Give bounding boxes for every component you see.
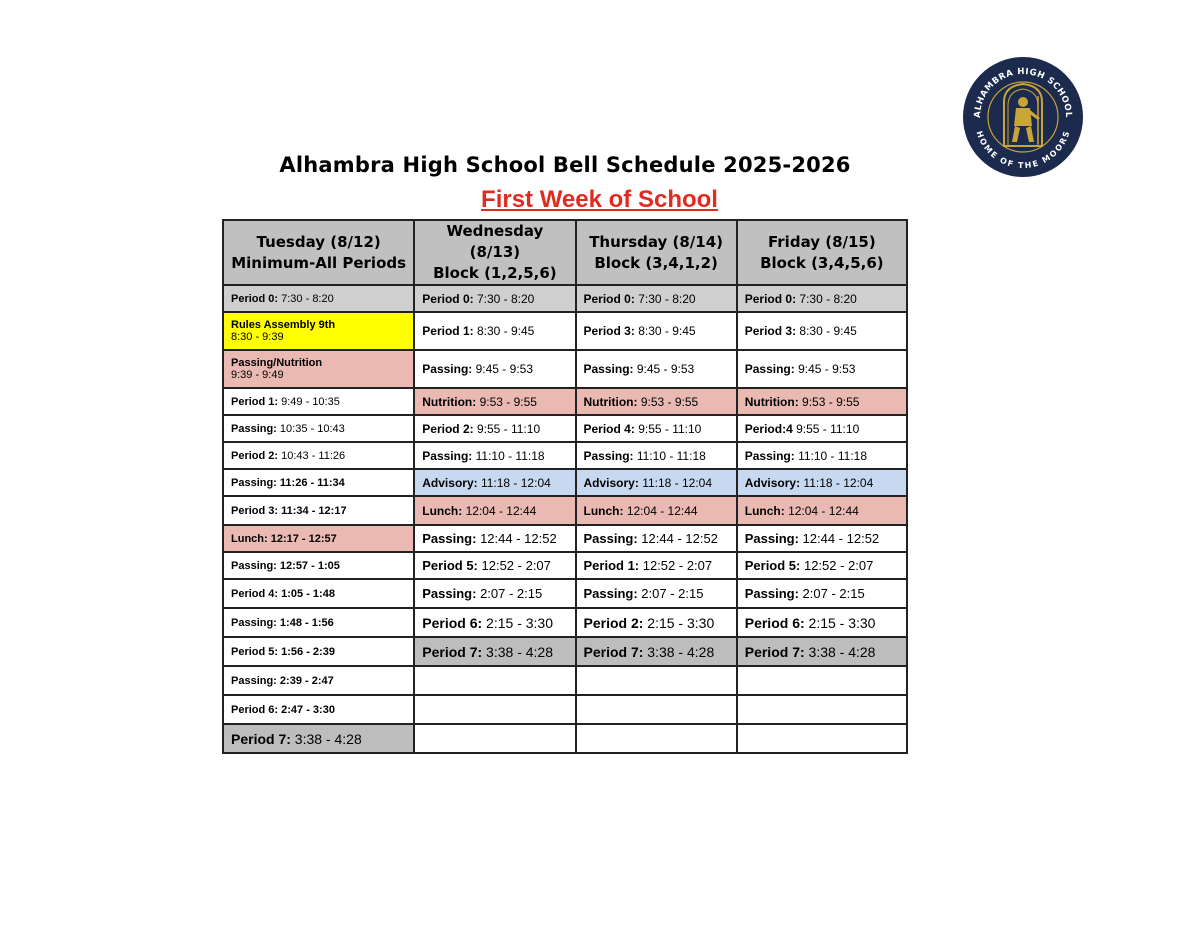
table-row	[223, 666, 907, 695]
fri-cell: Period 5: 12:52 - 2:07	[737, 552, 907, 579]
page-subtitle: First Week of School	[481, 186, 718, 213]
fri-cell: Passing: 12:44 - 12:52	[737, 525, 907, 552]
tue-cell: Passing: 1:48 - 1:56	[223, 608, 414, 637]
fri-cell: Nutrition: 9:53 - 9:55	[737, 388, 907, 415]
fri-cell: Passing: 2:07 - 2:15	[737, 579, 907, 608]
wed-cell: Period 0: 7:30 - 8:20	[414, 285, 575, 312]
school-seal-logo	[962, 56, 1084, 178]
wed-cell: Passing: 2:07 - 2:15	[414, 579, 575, 608]
wed-cell: Passing: 11:10 - 11:18	[414, 442, 575, 469]
fri-cell: Period 6: 2:15 - 3:30	[737, 608, 907, 637]
tue-cell: Period 6: 2:47 - 3:30	[223, 695, 414, 724]
thu-cell: Period 0: 7:30 - 8:20	[576, 285, 737, 312]
tue-cell: Passing: 2:39 - 2:47	[223, 666, 414, 695]
tue-cell: Rules Assembly 9th 8:30 - 9:39	[223, 312, 414, 350]
table-row	[223, 724, 907, 753]
wed-cell: Nutrition: 9:53 - 9:55	[414, 388, 575, 415]
tue-cell: Lunch: 12:17 - 12:57	[223, 525, 414, 552]
thu-cell: Period 2: 2:15 - 3:30	[576, 608, 737, 637]
wed-cell: Period 2: 9:55 - 11:10	[414, 415, 575, 442]
tue-cell: Passing/Nutrition 9:39 - 9:49	[223, 350, 414, 388]
header-friday: Friday (8/15) Block (3,4,5,6)	[737, 220, 907, 285]
wed-cell: Advisory: 11:18 - 12:04	[414, 469, 575, 496]
thu-cell: Period 1: 12:52 - 2:07	[576, 552, 737, 579]
empty-cell	[737, 666, 907, 695]
tue-cell: Period 4: 1:05 - 1:48	[223, 579, 414, 608]
fri-cell: Passing: 11:10 - 11:18	[737, 442, 907, 469]
thu-cell: Passing: 2:07 - 2:15	[576, 579, 737, 608]
thu-cell: Advisory: 11:18 - 12:04	[576, 469, 737, 496]
table-row	[223, 525, 907, 552]
empty-cell	[414, 666, 575, 695]
wed-cell: Period 6: 2:15 - 3:30	[414, 608, 575, 637]
wed-cell: Passing: 9:45 - 9:53	[414, 350, 575, 388]
empty-cell	[576, 724, 737, 753]
thu-cell: Nutrition: 9:53 - 9:55	[576, 388, 737, 415]
table-row	[223, 496, 907, 525]
tue-cell: Period 1: 9:49 - 10:35	[223, 388, 414, 415]
tue-cell: Period 0: 7:30 - 8:20	[223, 285, 414, 312]
wed-cell: Period 1: 8:30 - 9:45	[414, 312, 575, 350]
fri-cell: Period:4 9:55 - 11:10	[737, 415, 907, 442]
table-row	[223, 695, 907, 724]
empty-cell	[414, 695, 575, 724]
header-thursday: Thursday (8/14) Block (3,4,1,2)	[576, 220, 737, 285]
table-row	[223, 552, 907, 579]
table-row	[223, 350, 907, 388]
table-row	[223, 312, 907, 350]
thu-cell: Period 4: 9:55 - 11:10	[576, 415, 737, 442]
header-wednesday: Wednesday (8/13) Block (1,2,5,6)	[414, 220, 575, 285]
fri-cell: Passing: 9:45 - 9:53	[737, 350, 907, 388]
fri-cell: Advisory: 11:18 - 12:04	[737, 469, 907, 496]
empty-cell	[576, 695, 737, 724]
wed-cell: Lunch: 12:04 - 12:44	[414, 496, 575, 525]
tue-cell: Period 3: 11:34 - 12:17	[223, 496, 414, 525]
table-row	[223, 415, 907, 442]
table-row	[223, 285, 907, 312]
tue-cell: Passing: 11:26 - 11:34	[223, 469, 414, 496]
table-row	[223, 608, 907, 637]
tue-cell: Period 2: 10:43 - 11:26	[223, 442, 414, 469]
wed-cell: Period 5: 12:52 - 2:07	[414, 552, 575, 579]
empty-cell	[737, 695, 907, 724]
table-row	[223, 442, 907, 469]
page-title: Alhambra High School Bell Schedule 2025-2026	[279, 153, 851, 177]
wed-cell: Period 7: 3:38 - 4:28	[414, 637, 575, 666]
tue-cell: Period 5: 1:56 - 2:39	[223, 637, 414, 666]
table-row	[223, 388, 907, 415]
logo-text-bottom: HOME OF THE MOORS	[974, 129, 1072, 171]
header-row	[223, 220, 907, 285]
thu-cell: Lunch: 12:04 - 12:44	[576, 496, 737, 525]
bell-schedule-table	[222, 219, 908, 754]
thu-cell: Period 3: 8:30 - 9:45	[576, 312, 737, 350]
thu-cell: Passing: 9:45 - 9:53	[576, 350, 737, 388]
fri-cell: Period 0: 7:30 - 8:20	[737, 285, 907, 312]
table-row	[223, 579, 907, 608]
table-row	[223, 469, 907, 496]
tue-cell: Passing: 10:35 - 10:43	[223, 415, 414, 442]
fri-cell: Period 7: 3:38 - 4:28	[737, 637, 907, 666]
thu-cell: Passing: 12:44 - 12:52	[576, 525, 737, 552]
fri-cell: Lunch: 12:04 - 12:44	[737, 496, 907, 525]
empty-cell	[576, 666, 737, 695]
fri-cell: Period 3: 8:30 - 9:45	[737, 312, 907, 350]
logo-text-top: ALHAMBRA HIGH SCHOOL	[972, 66, 1074, 119]
table-row	[223, 637, 907, 666]
tue-cell: Period 7: 3:38 - 4:28	[223, 724, 414, 753]
header-tuesday: Tuesday (8/12) Minimum-All Periods	[223, 220, 414, 285]
thu-cell: Passing: 11:10 - 11:18	[576, 442, 737, 469]
thu-cell: Period 7: 3:38 - 4:28	[576, 637, 737, 666]
empty-cell	[737, 724, 907, 753]
empty-cell	[414, 724, 575, 753]
wed-cell: Passing: 12:44 - 12:52	[414, 525, 575, 552]
tue-cell: Passing: 12:57 - 1:05	[223, 552, 414, 579]
